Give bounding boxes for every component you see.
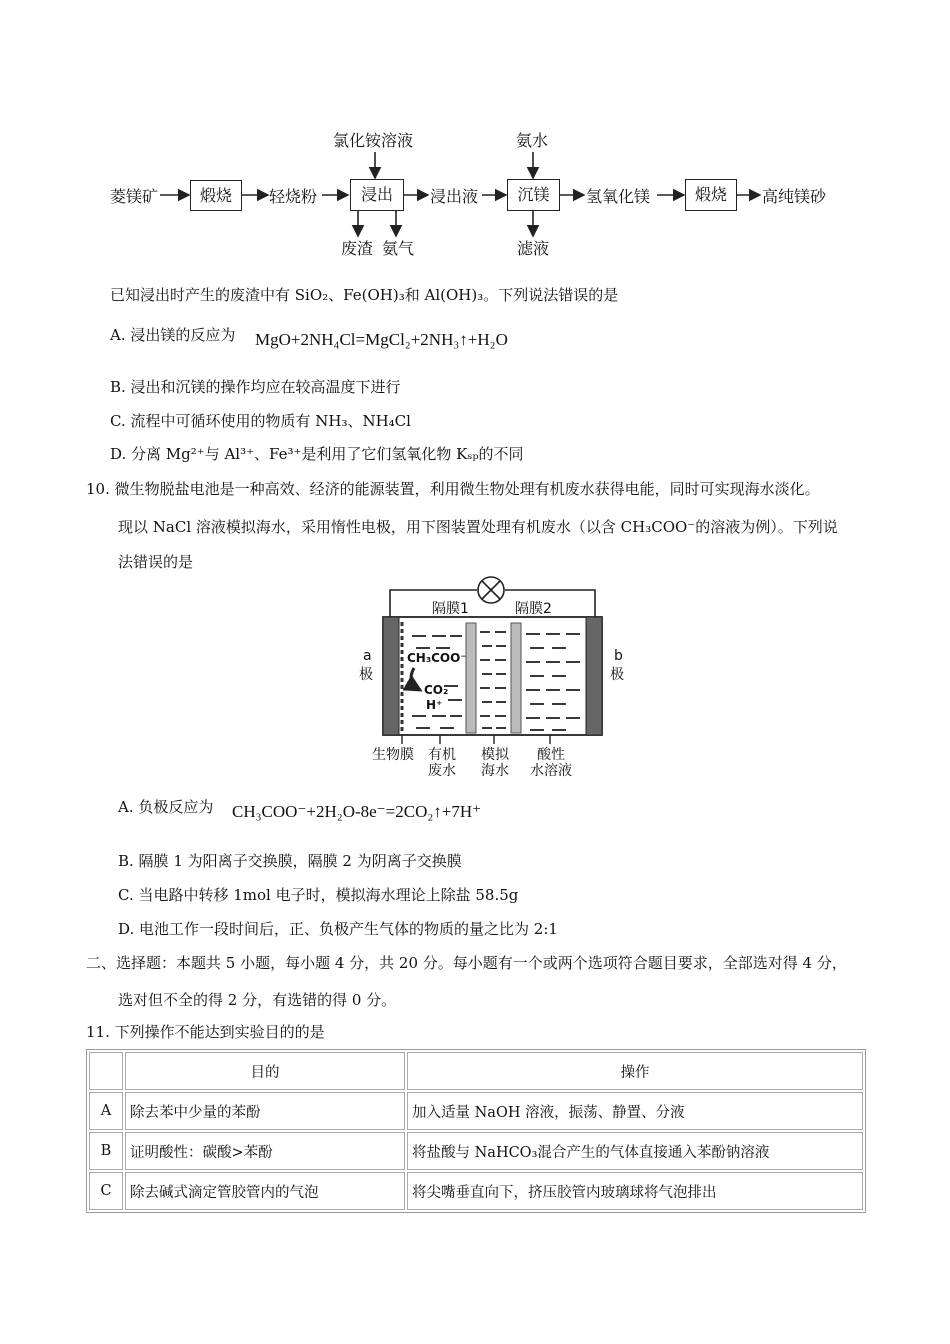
q10-stem-line1: 10. 微生物脱盐电池是一种高效、经济的能源装置，利用微生物处理有机废水获得电能，同时可实现海水淡化。	[86, 480, 820, 498]
table-row	[89, 1132, 863, 1170]
q9-option-a-label: A. 浸出镁的反应为	[110, 326, 236, 344]
q11-table	[86, 1049, 866, 1213]
q9-known-info: 已知浸出时产生的废渣中有 SiO₂、Fe(OH)₃和 Al(OH)₃。下列说法错误的是	[110, 286, 619, 304]
ammonia-gas: 氨气	[382, 239, 415, 258]
q10-option-b: B. 隔膜 1 为阳离子交换膜，隔膜 2 为阴离子交换膜	[118, 852, 462, 870]
q11-stem: 11. 下列操作不能达到实验目的的是	[86, 1023, 325, 1041]
q9-option-d: D. 分离 Mg²⁺与 Al³⁺、Fe³⁺是利用了它们氢氧化物 Kₛₚ的不同	[110, 445, 524, 463]
table-cell: B	[89, 1132, 123, 1170]
table-cell: A	[89, 1092, 123, 1130]
leachate: 浸出液	[430, 187, 479, 206]
raw-material: 菱镁矿	[110, 187, 159, 206]
table-header-cell: 操作	[407, 1052, 863, 1090]
table-row	[89, 1092, 863, 1130]
waste-residue: 废渣	[341, 239, 374, 258]
section2-heading-line1: 二、选择题：本题共 5 小题，每小题 4 分，共 20 分。每小题有一个或两个选项符合题目要求，全部选对得 4 分，	[86, 954, 847, 972]
ammonium-chloride-input: 氯化铵溶液	[333, 131, 414, 150]
section2-heading-line2: 选对但不全的得 2 分，有选错的得 0 分。	[118, 991, 397, 1009]
q9-option-b: B. 浸出和沉镁的操作均应在较高温度下进行	[110, 378, 401, 396]
q9-option-a-formula: MgO+2NH₄Cl=MgCl₂+2NH₃↑+H₂O	[255, 330, 508, 349]
organic-waste-label-1: 有机	[428, 747, 456, 763]
table-header-row	[89, 1052, 863, 1090]
table-cell: 除去碱式滴定管胶管内的气泡	[125, 1172, 405, 1210]
table-cell: 将尖嘴垂直向下，挤压胶管内玻璃球将气泡排出	[407, 1172, 863, 1210]
calcine-box-1: 煅烧	[190, 180, 242, 211]
light-burned-powder: 轻烧粉	[269, 187, 318, 206]
table-header-cell: 目的	[125, 1052, 405, 1090]
magnesium-hydroxide: 氢氧化镁	[586, 187, 651, 206]
biofilm-label: 生物膜	[372, 747, 414, 763]
filtrate: 滤液	[517, 239, 550, 258]
leach-box: 浸出	[350, 179, 404, 211]
calcine-box-2: 煅烧	[685, 179, 737, 211]
table-cell: C	[89, 1172, 123, 1210]
electrode-a-char: 极	[359, 667, 373, 683]
acid-solution-label-1: 酸性	[537, 747, 565, 763]
table-row	[89, 1172, 863, 1210]
q10-option-a-label: A. 负极反应为	[118, 798, 214, 816]
acid-solution-label-2: 水溶液	[530, 763, 572, 779]
electrode-b-char: 极	[610, 667, 624, 683]
table-header-cell	[89, 1052, 123, 1090]
h-ion-label: H⁺	[426, 698, 443, 712]
q10-stem-line3: 法错误的是	[118, 553, 194, 571]
organic-waste-label-2: 废水	[428, 763, 456, 779]
q10-option-d: D. 电池工作一段时间后，正、负极产生气体的物质的量之比为 2:1	[118, 920, 558, 938]
membrane1-label: 隔膜1	[432, 601, 469, 617]
table-cell: 证明酸性：碳酸>苯酚	[125, 1132, 405, 1170]
table-cell: 将盐酸与 NaHCO₃混合产生的气体直接通入苯酚钠溶液	[407, 1132, 863, 1170]
membrane2-label: 隔膜2	[515, 601, 552, 617]
acetate-label: CH₃COO⁻	[407, 651, 467, 665]
q10-stem-line2: 现以 NaCl 溶液模拟海水，采用惰性电极，用下图装置处理有机废水（以含 CH₃COO⁻的溶液为例）。下列说	[118, 518, 838, 536]
sea-water-label-1: 模拟	[481, 747, 509, 763]
q10-option-a-formula: CH₃COO⁻+2H₂O-8e⁻=2CO₂↑+7H⁺	[232, 802, 482, 821]
sea-water-label-2: 海水	[481, 763, 509, 779]
q9-option-c: C. 流程中可循环使用的物质有 NH₃、NH₄Cl	[110, 412, 411, 430]
electrode-b-letter: b	[614, 648, 623, 664]
high-purity-magnesia: 高纯镁砂	[762, 187, 827, 206]
table-cell: 加入适量 NaOH 溶液，振荡、静置、分液	[407, 1092, 863, 1130]
ammonia-water-input: 氨水	[516, 131, 549, 150]
electrode-a-letter: a	[363, 648, 372, 664]
q10-option-c: C. 当电路中转移 1mol 电子时，模拟海水理论上除盐 58.5g	[118, 886, 519, 904]
precipitate-box: 沉镁	[507, 179, 560, 211]
table-cell: 除去苯中少量的苯酚	[125, 1092, 405, 1130]
co2-label: CO₂	[424, 683, 449, 697]
